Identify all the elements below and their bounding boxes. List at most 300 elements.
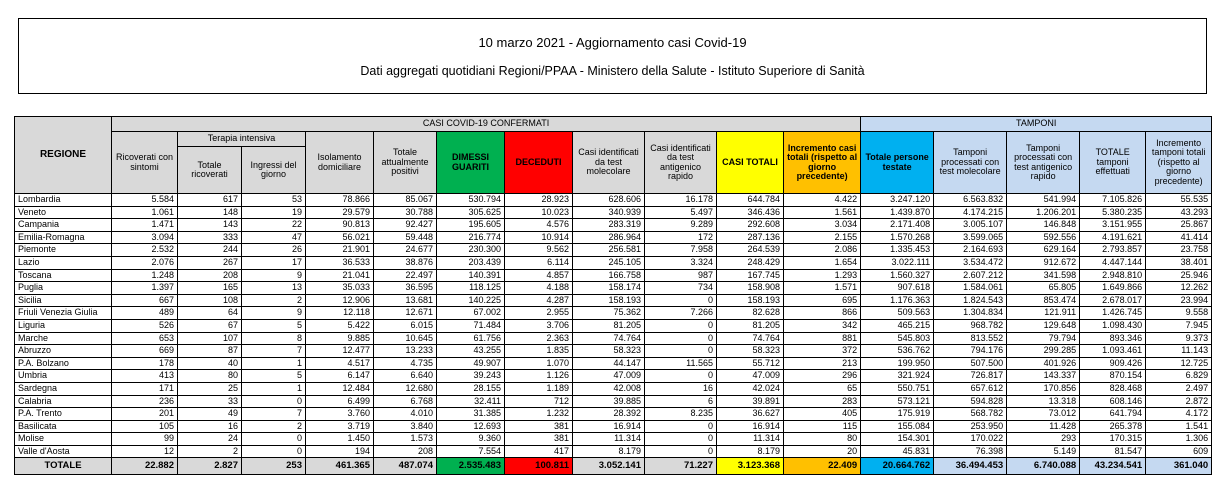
data-cell: 9.373 xyxy=(1146,332,1212,345)
col-header-totale-ricoverati: Totale ricoverati xyxy=(178,147,242,194)
data-cell: 158.908 xyxy=(717,282,784,295)
col-header-incremento-tamponi: Incremento tamponi totali (rispetto al giorno precedente) xyxy=(1146,132,1212,194)
data-table-container xyxy=(14,116,1211,475)
data-cell: 8 xyxy=(242,332,306,345)
data-cell: 21.041 xyxy=(306,269,374,282)
data-cell: 644.784 xyxy=(717,194,784,207)
region-name-cell: Valle d'Aosta xyxy=(15,445,112,458)
data-cell: 653 xyxy=(112,332,178,345)
data-cell: 794.176 xyxy=(934,345,1007,358)
data-cell: 4.517 xyxy=(306,357,374,370)
col-header-ricoverati-sintomi: Ricoverati con sintomi xyxy=(112,132,178,194)
region-name-cell: Abruzzo xyxy=(15,345,112,358)
data-cell: 4.174.215 xyxy=(934,206,1007,219)
data-cell: 146.848 xyxy=(1007,219,1080,232)
data-cell: 333 xyxy=(178,231,242,244)
total-cell: 43.234.541 xyxy=(1080,458,1146,475)
data-cell: 22 xyxy=(242,219,306,232)
data-cell: 39.885 xyxy=(573,395,645,408)
data-cell: 2.948.810 xyxy=(1080,269,1146,282)
data-cell: 1.232 xyxy=(505,408,573,421)
table-row xyxy=(15,420,1212,433)
region-name-cell: Sardegna xyxy=(15,382,112,395)
data-cell: 55.535 xyxy=(1146,194,1212,207)
data-cell: 4.422 xyxy=(784,194,861,207)
data-cell: 3.840 xyxy=(374,420,437,433)
data-cell: 2 xyxy=(178,445,242,458)
data-cell: 853.474 xyxy=(1007,294,1080,307)
data-cell: 6.640 xyxy=(374,370,437,383)
region-name-cell: Molise xyxy=(15,433,112,446)
data-cell: 245.105 xyxy=(573,256,645,269)
data-cell: 140.225 xyxy=(437,294,505,307)
data-cell: 8.235 xyxy=(645,408,717,421)
data-cell: 283.319 xyxy=(573,219,645,232)
table-row xyxy=(15,282,1212,295)
table-foot xyxy=(15,458,1212,475)
data-cell: 0 xyxy=(242,395,306,408)
data-cell: 33 xyxy=(178,395,242,408)
data-cell: 907.618 xyxy=(861,282,934,295)
data-cell: 36.533 xyxy=(306,256,374,269)
data-cell: 12.262 xyxy=(1146,282,1212,295)
data-cell: 129.648 xyxy=(1007,319,1080,332)
data-cell: 12.906 xyxy=(306,294,374,307)
data-cell: 509.563 xyxy=(861,307,934,320)
data-cell: 12.477 xyxy=(306,345,374,358)
data-cell: 3.324 xyxy=(645,256,717,269)
data-cell: 199.950 xyxy=(861,357,934,370)
data-cell: 12.671 xyxy=(374,307,437,320)
data-cell: 148 xyxy=(178,206,242,219)
data-cell: 628.606 xyxy=(573,194,645,207)
data-cell: 194 xyxy=(306,445,374,458)
col-header-totale-persone-testate: Totale persone testate xyxy=(861,132,934,194)
data-cell: 158.193 xyxy=(573,294,645,307)
table-row xyxy=(15,307,1212,320)
table-row xyxy=(15,219,1212,232)
data-cell: 413 xyxy=(112,370,178,383)
total-cell: 100.811 xyxy=(505,458,573,475)
data-cell: 3.151.955 xyxy=(1080,219,1146,232)
data-cell: 1.560.327 xyxy=(861,269,934,282)
data-cell: 4.287 xyxy=(505,294,573,307)
data-cell: 25.946 xyxy=(1146,269,1212,282)
region-name-cell: P.A. Bolzano xyxy=(15,357,112,370)
data-cell: 12.680 xyxy=(374,382,437,395)
data-cell: 248.429 xyxy=(717,256,784,269)
data-cell: 67.002 xyxy=(437,307,505,320)
table-row xyxy=(15,332,1212,345)
data-cell: 25.867 xyxy=(1146,219,1212,232)
data-cell: 56.021 xyxy=(306,231,374,244)
data-cell: 12.484 xyxy=(306,382,374,395)
data-cell: 1 xyxy=(242,382,306,395)
data-cell: 35.033 xyxy=(306,282,374,295)
total-cell: 3.123.368 xyxy=(717,458,784,475)
data-cell: 9.885 xyxy=(306,332,374,345)
data-cell: 0 xyxy=(242,433,306,446)
data-cell: 1.835 xyxy=(505,345,573,358)
table-row xyxy=(15,370,1212,383)
data-cell: 11.314 xyxy=(717,433,784,446)
data-cell: 17 xyxy=(242,256,306,269)
data-cell: 1.206.201 xyxy=(1007,206,1080,219)
data-cell: 253.950 xyxy=(934,420,1007,433)
data-cell: 8.179 xyxy=(573,445,645,458)
data-cell: 9 xyxy=(242,269,306,282)
total-cell: 3.052.141 xyxy=(573,458,645,475)
table-row xyxy=(15,408,1212,421)
data-cell: 7.958 xyxy=(645,244,717,257)
data-cell: 4.857 xyxy=(505,269,573,282)
col-header-casi-test-antigenico: Casi identificati da test antigenico rapido xyxy=(645,132,717,194)
data-cell: 299.285 xyxy=(1007,345,1080,358)
data-cell: 85.067 xyxy=(374,194,437,207)
data-cell: 28.155 xyxy=(437,382,505,395)
data-cell: 5.584 xyxy=(112,194,178,207)
table-row xyxy=(15,294,1212,307)
data-cell: 669 xyxy=(112,345,178,358)
data-cell: 594.828 xyxy=(934,395,1007,408)
data-cell: 283 xyxy=(784,395,861,408)
data-cell: 507.500 xyxy=(934,357,1007,370)
data-cell: 1.649.866 xyxy=(1080,282,1146,295)
data-cell: 12.118 xyxy=(306,307,374,320)
data-cell: 5.422 xyxy=(306,319,374,332)
table-row xyxy=(15,345,1212,358)
data-cell: 13.233 xyxy=(374,345,437,358)
data-cell: 29.579 xyxy=(306,206,374,219)
data-cell: 172 xyxy=(645,231,717,244)
data-cell: 6.829 xyxy=(1146,370,1212,383)
data-cell: 573.121 xyxy=(861,395,934,408)
data-cell: 734 xyxy=(645,282,717,295)
data-cell: 608.146 xyxy=(1080,395,1146,408)
data-cell: 667 xyxy=(112,294,178,307)
table-row xyxy=(15,319,1212,332)
data-cell: 58.323 xyxy=(573,345,645,358)
region-name-cell: Piemonte xyxy=(15,244,112,257)
data-cell: 1.176.363 xyxy=(861,294,934,307)
total-cell: 71.227 xyxy=(645,458,717,475)
data-cell: 81.547 xyxy=(1080,445,1146,458)
col-header-totale-tamponi: TOTALE tamponi effettuati xyxy=(1080,132,1146,194)
total-cell: 22.409 xyxy=(784,458,861,475)
data-cell: 695 xyxy=(784,294,861,307)
header-row-group xyxy=(15,117,1212,132)
data-cell: 1.426.745 xyxy=(1080,307,1146,320)
col-header-incremento-casi-totali: Incremento casi totali (rispetto al giorno precedente) xyxy=(784,132,861,194)
data-cell: 401.926 xyxy=(1007,357,1080,370)
report-subtitle: Dati aggregati quotidiani Regioni/PPAA - Ministero della Salute - Istituto Superiore di Sanità xyxy=(360,63,865,78)
data-cell: 1.824.543 xyxy=(934,294,1007,307)
data-cell: 2.532 xyxy=(112,244,178,257)
data-cell: 71.484 xyxy=(437,319,505,332)
data-cell: 30.788 xyxy=(374,206,437,219)
data-cell: 592.556 xyxy=(1007,231,1080,244)
total-cell: 36.494.453 xyxy=(934,458,1007,475)
data-cell: 526 xyxy=(112,319,178,332)
data-cell: 47 xyxy=(242,231,306,244)
data-cell: 230.300 xyxy=(437,244,505,257)
col-header-totale-attualmente-positivi: Totale attualmente positivi xyxy=(374,132,437,194)
data-cell: 1.098.430 xyxy=(1080,319,1146,332)
data-cell: 0 xyxy=(645,319,717,332)
data-cell: 143 xyxy=(178,219,242,232)
data-cell: 208 xyxy=(178,269,242,282)
data-cell: 170.022 xyxy=(934,433,1007,446)
data-cell: 28.392 xyxy=(573,408,645,421)
data-cell: 286.964 xyxy=(573,231,645,244)
data-cell: 6.114 xyxy=(505,256,573,269)
page-root xyxy=(0,18,1225,486)
data-cell: 3.599.065 xyxy=(934,231,1007,244)
table-row xyxy=(15,382,1212,395)
data-cell: 536.762 xyxy=(861,345,934,358)
data-cell: 107 xyxy=(178,332,242,345)
data-cell: 870.154 xyxy=(1080,370,1146,383)
data-cell: 7.105.826 xyxy=(1080,194,1146,207)
report-header xyxy=(18,18,1207,94)
total-label-cell: TOTALE xyxy=(15,458,112,475)
data-cell: 208 xyxy=(374,445,437,458)
data-cell: 74.764 xyxy=(573,332,645,345)
data-cell: 9 xyxy=(242,307,306,320)
data-cell: 175.919 xyxy=(861,408,934,421)
data-cell: 108 xyxy=(178,294,242,307)
data-cell: 381 xyxy=(505,433,573,446)
data-cell: 1 xyxy=(242,357,306,370)
data-cell: 178 xyxy=(112,357,178,370)
data-cell: 1.070 xyxy=(505,357,573,370)
data-cell: 171 xyxy=(112,382,178,395)
region-name-cell: Puglia xyxy=(15,282,112,295)
data-cell: 25 xyxy=(178,382,242,395)
data-cell: 166.758 xyxy=(573,269,645,282)
col-header-tamponi-molecolare: Tamponi processati con test molecolare xyxy=(934,132,1007,194)
data-cell: 4.735 xyxy=(374,357,437,370)
table-row xyxy=(15,206,1212,219)
data-cell: 39.243 xyxy=(437,370,505,383)
data-cell: 3.534.472 xyxy=(934,256,1007,269)
data-cell: 617 xyxy=(178,194,242,207)
data-cell: 1.061 xyxy=(112,206,178,219)
data-cell: 0 xyxy=(645,294,717,307)
data-cell: 712 xyxy=(505,395,573,408)
data-cell: 45.831 xyxy=(861,445,934,458)
data-cell: 3.005.107 xyxy=(934,219,1007,232)
total-cell: 2.827 xyxy=(178,458,242,475)
data-cell: 321.924 xyxy=(861,370,934,383)
data-cell: 1.189 xyxy=(505,382,573,395)
data-cell: 28.923 xyxy=(505,194,573,207)
data-cell: 305.625 xyxy=(437,206,505,219)
data-cell: 9.562 xyxy=(505,244,573,257)
data-cell: 2.955 xyxy=(505,307,573,320)
data-cell: 32.411 xyxy=(437,395,505,408)
total-cell: 487.074 xyxy=(374,458,437,475)
data-cell: 2.164.693 xyxy=(934,244,1007,257)
data-cell: 1.248 xyxy=(112,269,178,282)
data-cell: 23.994 xyxy=(1146,294,1212,307)
data-cell: 5.149 xyxy=(1007,445,1080,458)
data-cell: 59.448 xyxy=(374,231,437,244)
data-cell: 20 xyxy=(784,445,861,458)
col-header-deceduti: DECEDUTI xyxy=(505,132,573,194)
region-name-cell: Lombardia xyxy=(15,194,112,207)
data-cell: 641.794 xyxy=(1080,408,1146,421)
data-cell: 2.171.408 xyxy=(861,219,934,232)
data-cell: 40 xyxy=(178,357,242,370)
data-cell: 1.541 xyxy=(1146,420,1212,433)
data-cell: 65 xyxy=(784,382,861,395)
data-cell: 3.022.111 xyxy=(861,256,934,269)
data-cell: 21.901 xyxy=(306,244,374,257)
total-cell: 20.664.762 xyxy=(861,458,934,475)
data-cell: 4.010 xyxy=(374,408,437,421)
data-cell: 64 xyxy=(178,307,242,320)
data-cell: 61.756 xyxy=(437,332,505,345)
data-cell: 264.539 xyxy=(717,244,784,257)
data-cell: 158.193 xyxy=(717,294,784,307)
data-cell: 75.362 xyxy=(573,307,645,320)
data-cell: 0 xyxy=(645,345,717,358)
data-cell: 2.076 xyxy=(112,256,178,269)
data-cell: 7.266 xyxy=(645,307,717,320)
data-cell: 267 xyxy=(178,256,242,269)
data-cell: 5.380.235 xyxy=(1080,206,1146,219)
data-cell: 2.793.857 xyxy=(1080,244,1146,257)
group-header-casi-confermati: CASI COVID-19 CONFERMATI xyxy=(112,117,861,132)
data-cell: 11.143 xyxy=(1146,345,1212,358)
table-row xyxy=(15,244,1212,257)
data-cell: 22.497 xyxy=(374,269,437,282)
group-header-terapia-intensiva: Terapia intensiva xyxy=(178,132,306,147)
data-cell: 4.447.144 xyxy=(1080,256,1146,269)
data-cell: 213 xyxy=(784,357,861,370)
data-cell: 7 xyxy=(242,408,306,421)
data-cell: 1.471 xyxy=(112,219,178,232)
data-cell: 3.094 xyxy=(112,231,178,244)
data-cell: 1.306 xyxy=(1146,433,1212,446)
data-cell: 7 xyxy=(242,345,306,358)
data-cell: 3.706 xyxy=(505,319,573,332)
data-cell: 31.385 xyxy=(437,408,505,421)
data-cell: 9.360 xyxy=(437,433,505,446)
data-cell: 726.817 xyxy=(934,370,1007,383)
data-cell: 11.565 xyxy=(645,357,717,370)
data-cell: 8.179 xyxy=(717,445,784,458)
data-cell: 49.907 xyxy=(437,357,505,370)
data-cell: 4.188 xyxy=(505,282,573,295)
data-cell: 155.084 xyxy=(861,420,934,433)
data-cell: 0 xyxy=(645,370,717,383)
data-cell: 236 xyxy=(112,395,178,408)
data-cell: 47.009 xyxy=(717,370,784,383)
data-cell: 550.751 xyxy=(861,382,934,395)
data-cell: 23.758 xyxy=(1146,244,1212,257)
data-cell: 2.678.017 xyxy=(1080,294,1146,307)
data-cell: 5.497 xyxy=(645,206,717,219)
data-cell: 43.255 xyxy=(437,345,505,358)
data-cell: 987 xyxy=(645,269,717,282)
data-cell: 1.293 xyxy=(784,269,861,282)
data-cell: 909.426 xyxy=(1080,357,1146,370)
data-cell: 629.164 xyxy=(1007,244,1080,257)
col-header-dimessi-guariti: DIMESSI GUARITI xyxy=(437,132,505,194)
data-cell: 53 xyxy=(242,194,306,207)
data-cell: 541.994 xyxy=(1007,194,1080,207)
group-header-tamponi: TAMPONI xyxy=(861,117,1212,132)
data-cell: 80 xyxy=(178,370,242,383)
table-body xyxy=(15,194,1212,458)
data-cell: 465.215 xyxy=(861,319,934,332)
table-row xyxy=(15,357,1212,370)
region-name-cell: Veneto xyxy=(15,206,112,219)
data-cell: 346.436 xyxy=(717,206,784,219)
data-cell: 6.147 xyxy=(306,370,374,383)
data-cell: 16.178 xyxy=(645,194,717,207)
data-cell: 4.172 xyxy=(1146,408,1212,421)
data-cell: 38.876 xyxy=(374,256,437,269)
data-cell: 0 xyxy=(645,420,717,433)
region-name-cell: Emilia-Romagna xyxy=(15,231,112,244)
data-cell: 170.856 xyxy=(1007,382,1080,395)
data-cell: 158.174 xyxy=(573,282,645,295)
region-name-cell: Basilicata xyxy=(15,420,112,433)
data-cell: 6.499 xyxy=(306,395,374,408)
data-cell: 79.794 xyxy=(1007,332,1080,345)
data-cell: 105 xyxy=(112,420,178,433)
data-cell: 2.086 xyxy=(784,244,861,257)
data-cell: 170.315 xyxy=(1080,433,1146,446)
data-cell: 342 xyxy=(784,319,861,332)
header-row-sub xyxy=(15,132,1212,147)
data-cell: 78.866 xyxy=(306,194,374,207)
data-cell: 341.598 xyxy=(1007,269,1080,282)
covid-data-table xyxy=(14,116,1212,475)
data-cell: 195.605 xyxy=(437,219,505,232)
data-cell: 12.693 xyxy=(437,420,505,433)
data-cell: 1.571 xyxy=(784,282,861,295)
data-cell: 80 xyxy=(784,433,861,446)
table-row xyxy=(15,194,1212,207)
data-cell: 118.125 xyxy=(437,282,505,295)
data-cell: 10.914 xyxy=(505,231,573,244)
data-cell: 813.552 xyxy=(934,332,1007,345)
data-cell: 13 xyxy=(242,282,306,295)
data-cell: 1.126 xyxy=(505,370,573,383)
data-cell: 1.573 xyxy=(374,433,437,446)
data-cell: 140.391 xyxy=(437,269,505,282)
data-cell: 0 xyxy=(645,332,717,345)
data-cell: 24.677 xyxy=(374,244,437,257)
data-cell: 43.293 xyxy=(1146,206,1212,219)
region-name-cell: Umbria xyxy=(15,370,112,383)
data-cell: 405 xyxy=(784,408,861,421)
data-cell: 1.450 xyxy=(306,433,374,446)
data-cell: 2.497 xyxy=(1146,382,1212,395)
data-cell: 9.289 xyxy=(645,219,717,232)
data-cell: 5 xyxy=(242,319,306,332)
data-cell: 90.813 xyxy=(306,219,374,232)
data-cell: 81.205 xyxy=(573,319,645,332)
data-cell: 256.581 xyxy=(573,244,645,257)
report-title: 10 marzo 2021 - Aggiornamento casi Covid-19 xyxy=(478,34,747,50)
data-cell: 74.764 xyxy=(717,332,784,345)
data-cell: 6.768 xyxy=(374,395,437,408)
